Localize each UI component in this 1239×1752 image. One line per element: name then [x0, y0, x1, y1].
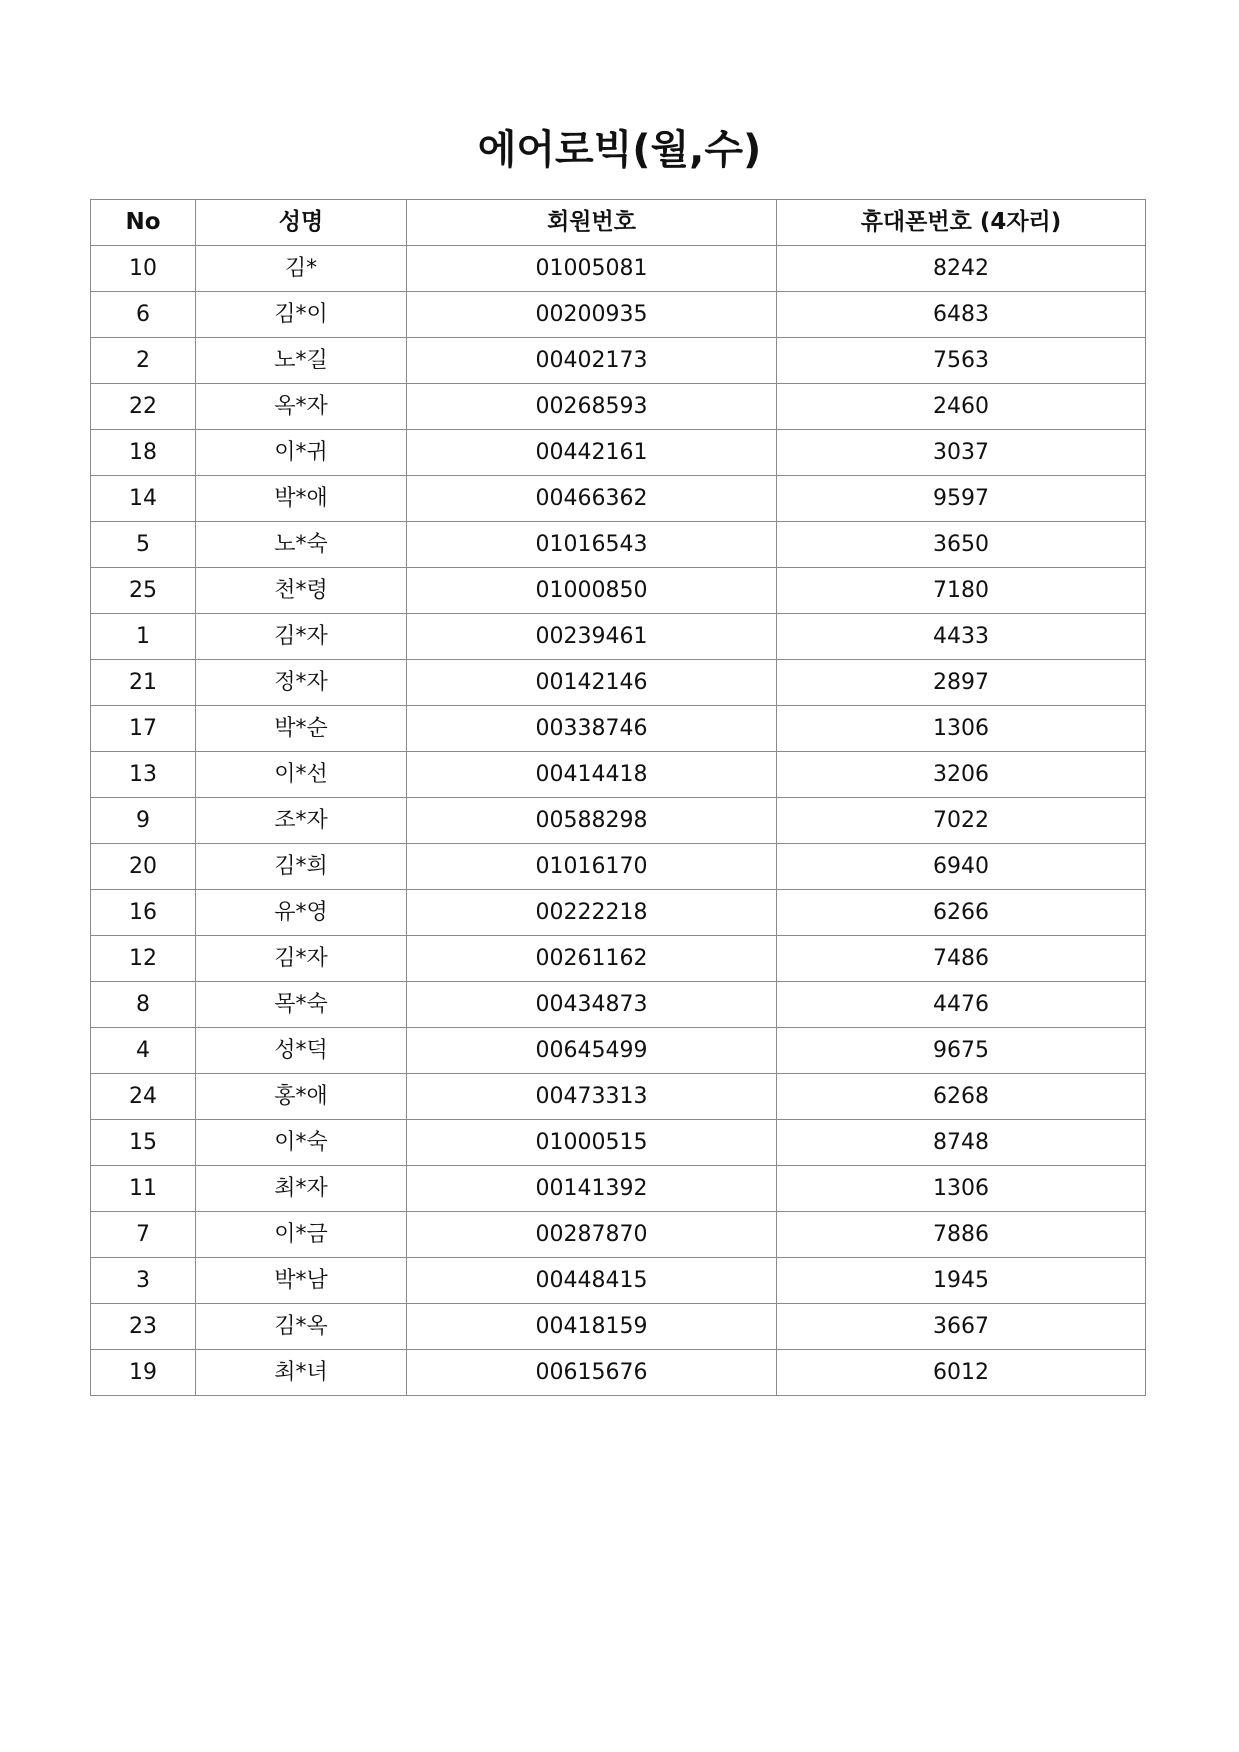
- member-table: [90, 199, 1146, 1396]
- cell-no: 16: [91, 890, 196, 936]
- cell-name: 홍*애: [196, 1074, 407, 1120]
- cell-no: 24: [91, 1074, 196, 1120]
- table-row: [91, 522, 1146, 568]
- table-row: [91, 890, 1146, 936]
- cell-phone: 3037: [777, 430, 1146, 476]
- cell-no: 15: [91, 1120, 196, 1166]
- cell-no: 20: [91, 844, 196, 890]
- cell-phone: 6268: [777, 1074, 1146, 1120]
- cell-phone: 1306: [777, 1166, 1146, 1212]
- table-row: [91, 614, 1146, 660]
- table-row: [91, 1350, 1146, 1396]
- cell-member-number: 00222218: [407, 890, 777, 936]
- cell-name: 이*귀: [196, 430, 407, 476]
- cell-no: 1: [91, 614, 196, 660]
- cell-member-number: 01000850: [407, 568, 777, 614]
- cell-no: 12: [91, 936, 196, 982]
- cell-phone: 6266: [777, 890, 1146, 936]
- cell-member-number: 00418159: [407, 1304, 777, 1350]
- cell-no: 4: [91, 1028, 196, 1074]
- table-row: [91, 1074, 1146, 1120]
- table-row: [91, 338, 1146, 384]
- cell-name: 이*선: [196, 752, 407, 798]
- table-row: [91, 844, 1146, 890]
- cell-name: 최*자: [196, 1166, 407, 1212]
- cell-name: 이*숙: [196, 1120, 407, 1166]
- table-row: [91, 246, 1146, 292]
- cell-phone: 8242: [777, 246, 1146, 292]
- cell-phone: 2460: [777, 384, 1146, 430]
- table-row: [91, 568, 1146, 614]
- cell-member-number: 00473313: [407, 1074, 777, 1120]
- cell-member-number: 00287870: [407, 1212, 777, 1258]
- cell-phone: 3206: [777, 752, 1146, 798]
- cell-name: 정*자: [196, 660, 407, 706]
- cell-member-number: 00268593: [407, 384, 777, 430]
- cell-name: 김*자: [196, 936, 407, 982]
- cell-no: 13: [91, 752, 196, 798]
- cell-phone: 8748: [777, 1120, 1146, 1166]
- cell-member-number: 00588298: [407, 798, 777, 844]
- table-row: [91, 292, 1146, 338]
- cell-no: 10: [91, 246, 196, 292]
- cell-member-number: 01016170: [407, 844, 777, 890]
- cell-no: 2: [91, 338, 196, 384]
- cell-name: 옥*자: [196, 384, 407, 430]
- page-title: 에어로빅(월,수): [477, 127, 762, 173]
- cell-no: 9: [91, 798, 196, 844]
- cell-member-number: 00615676: [407, 1350, 777, 1396]
- cell-no: 14: [91, 476, 196, 522]
- column-header-name: 성명: [196, 200, 407, 246]
- table-row: [91, 798, 1146, 844]
- cell-member-number: 00402173: [407, 338, 777, 384]
- table-row: [91, 476, 1146, 522]
- cell-member-number: 00239461: [407, 614, 777, 660]
- column-header-member-number: 회원번호: [407, 200, 777, 246]
- cell-name: 김*옥: [196, 1304, 407, 1350]
- cell-member-number: 00434873: [407, 982, 777, 1028]
- table-row: [91, 1304, 1146, 1350]
- table-row: [91, 430, 1146, 476]
- cell-name: 천*령: [196, 568, 407, 614]
- cell-phone: 2897: [777, 660, 1146, 706]
- cell-member-number: 01005081: [407, 246, 777, 292]
- cell-no: 19: [91, 1350, 196, 1396]
- cell-member-number: 00414418: [407, 752, 777, 798]
- cell-name: 김*이: [196, 292, 407, 338]
- table-row: [91, 1166, 1146, 1212]
- cell-no: 22: [91, 384, 196, 430]
- cell-name: 조*자: [196, 798, 407, 844]
- cell-no: 23: [91, 1304, 196, 1350]
- cell-no: 6: [91, 292, 196, 338]
- cell-member-number: 00466362: [407, 476, 777, 522]
- cell-phone: 3667: [777, 1304, 1146, 1350]
- cell-no: 8: [91, 982, 196, 1028]
- cell-phone: 7886: [777, 1212, 1146, 1258]
- cell-member-number: 00141392: [407, 1166, 777, 1212]
- cell-phone: 7563: [777, 338, 1146, 384]
- cell-phone: 1306: [777, 706, 1146, 752]
- cell-member-number: 00645499: [407, 1028, 777, 1074]
- table-row: [91, 660, 1146, 706]
- column-header-no: No: [91, 200, 196, 246]
- table-row: [91, 936, 1146, 982]
- cell-name: 최*녀: [196, 1350, 407, 1396]
- cell-phone: 9675: [777, 1028, 1146, 1074]
- cell-name: 유*영: [196, 890, 407, 936]
- table-row: [91, 1028, 1146, 1074]
- cell-phone: 6483: [777, 292, 1146, 338]
- cell-member-number: 00338746: [407, 706, 777, 752]
- cell-phone: 4476: [777, 982, 1146, 1028]
- cell-phone: 3650: [777, 522, 1146, 568]
- cell-member-number: 00261162: [407, 936, 777, 982]
- cell-member-number: 00448415: [407, 1258, 777, 1304]
- cell-name: 박*남: [196, 1258, 407, 1304]
- table-row: [91, 1258, 1146, 1304]
- cell-phone: 7486: [777, 936, 1146, 982]
- cell-no: 18: [91, 430, 196, 476]
- cell-phone: 6012: [777, 1350, 1146, 1396]
- table-header-row: [91, 200, 1146, 246]
- cell-name: 노*숙: [196, 522, 407, 568]
- cell-no: 17: [91, 706, 196, 752]
- cell-phone: 1945: [777, 1258, 1146, 1304]
- cell-member-number: 00200935: [407, 292, 777, 338]
- table-row: [91, 1212, 1146, 1258]
- cell-name: 목*숙: [196, 982, 407, 1028]
- cell-phone: 6940: [777, 844, 1146, 890]
- cell-phone: 9597: [777, 476, 1146, 522]
- column-header-phone-last4: 휴대폰번호 (4자리): [777, 200, 1146, 246]
- cell-no: 5: [91, 522, 196, 568]
- table-row: [91, 384, 1146, 430]
- cell-name: 김*자: [196, 614, 407, 660]
- cell-phone: 7180: [777, 568, 1146, 614]
- cell-member-number: 00442161: [407, 430, 777, 476]
- cell-phone: 4433: [777, 614, 1146, 660]
- cell-no: 25: [91, 568, 196, 614]
- cell-member-number: 01000515: [407, 1120, 777, 1166]
- cell-no: 3: [91, 1258, 196, 1304]
- cell-name: 성*덕: [196, 1028, 407, 1074]
- cell-name: 김*: [196, 246, 407, 292]
- cell-no: 7: [91, 1212, 196, 1258]
- table-row: [91, 1120, 1146, 1166]
- cell-name: 김*희: [196, 844, 407, 890]
- table-row: [91, 706, 1146, 752]
- cell-name: 노*길: [196, 338, 407, 384]
- cell-member-number: 00142146: [407, 660, 777, 706]
- cell-no: 11: [91, 1166, 196, 1212]
- table-row: [91, 752, 1146, 798]
- cell-phone: 7022: [777, 798, 1146, 844]
- cell-no: 21: [91, 660, 196, 706]
- cell-member-number: 01016543: [407, 522, 777, 568]
- table-row: [91, 982, 1146, 1028]
- cell-name: 이*금: [196, 1212, 407, 1258]
- cell-name: 박*순: [196, 706, 407, 752]
- cell-name: 박*애: [196, 476, 407, 522]
